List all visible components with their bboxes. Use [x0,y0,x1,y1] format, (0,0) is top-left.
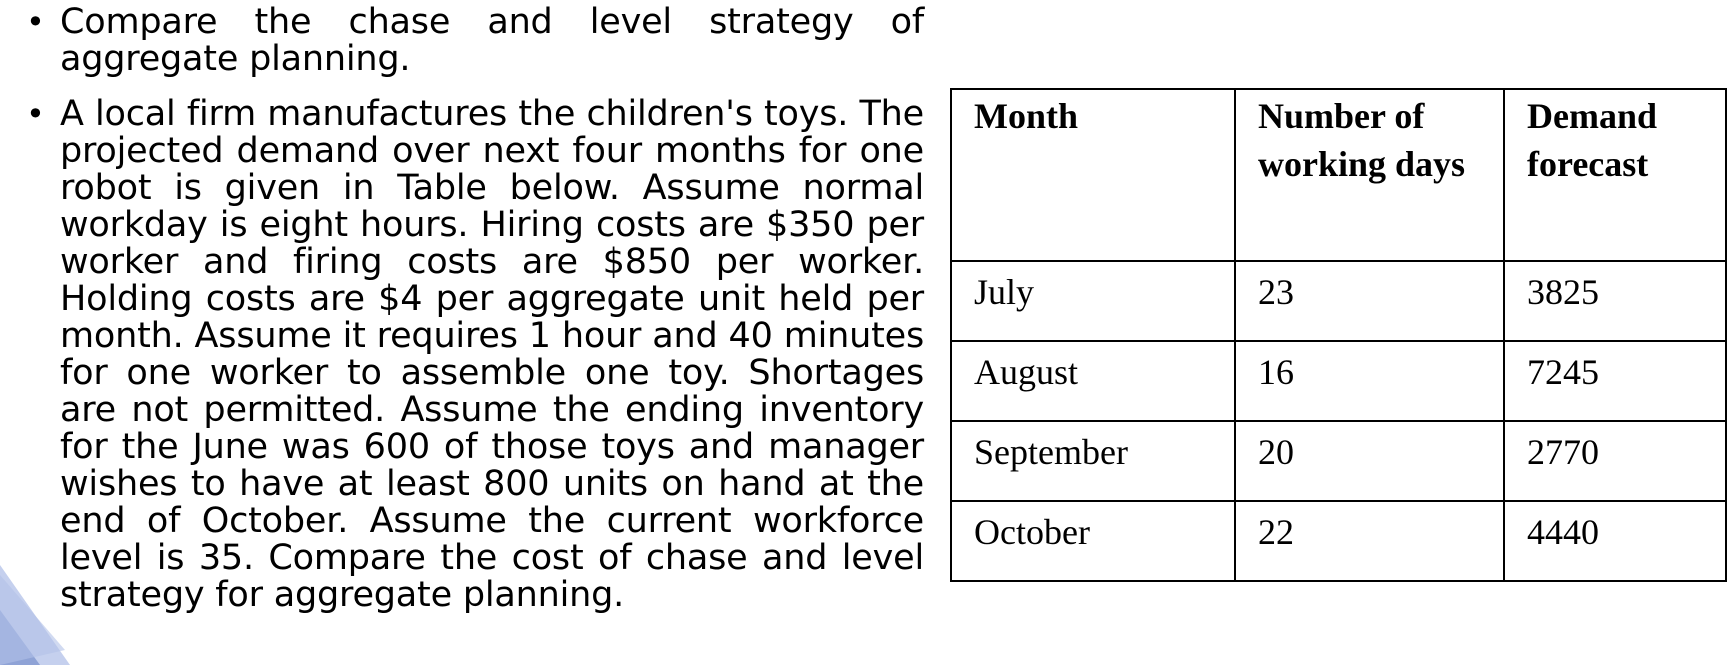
cell-demand: 7245 [1504,341,1726,421]
table-row [951,261,1726,341]
bullet-text: A local firm manufactures the children's toys. The projected demand over next four months for one robot is given in Table below. Assume normal workday is eight hours. Hiring costs are $350 per worker and firing costs are $850 per worker. Holding costs are $4 per aggregate unit held per month. Assume it requires 1 hour and 40 minutes for one worker to assemble one toy. Shortages are not permitted. Assume the ending inventory for the June was 600 of those toys and manager wishes to have at least 800 units on hand at the end of October. Assume the current workforce level is 35. Compare the cost of chase and level strategy for aggregate planning. [60,94,924,615]
cell-working-days: 20 [1235,421,1504,501]
cell-working-days: 22 [1235,501,1504,581]
bullet-item-question-1 [22,4,924,78]
cell-month: September [951,421,1235,501]
cell-demand: 4440 [1504,501,1726,581]
cell-working-days: 16 [1235,341,1504,421]
question-list [22,4,924,614]
cell-demand: 3825 [1504,261,1726,341]
bullet-icon: • [26,95,45,133]
table-header-row [951,89,1726,261]
cell-month: July [951,261,1235,341]
demand-forecast-table [950,88,1727,582]
table-row [951,341,1726,421]
cell-month: October [951,501,1235,581]
table-row [951,421,1726,501]
cell-month: August [951,341,1235,421]
header-working-days: Number of working days [1235,89,1504,261]
bullet-item-question-2 [22,96,924,614]
table-row [951,501,1726,581]
header-demand-forecast: Demand forecast [1504,89,1726,261]
header-month: Month [951,89,1235,261]
bullet-icon: • [26,3,45,41]
cell-working-days: 23 [1235,261,1504,341]
bullet-text: Compare the chase and level strategy of aggregate planning. [60,2,924,79]
cell-demand: 2770 [1504,421,1726,501]
